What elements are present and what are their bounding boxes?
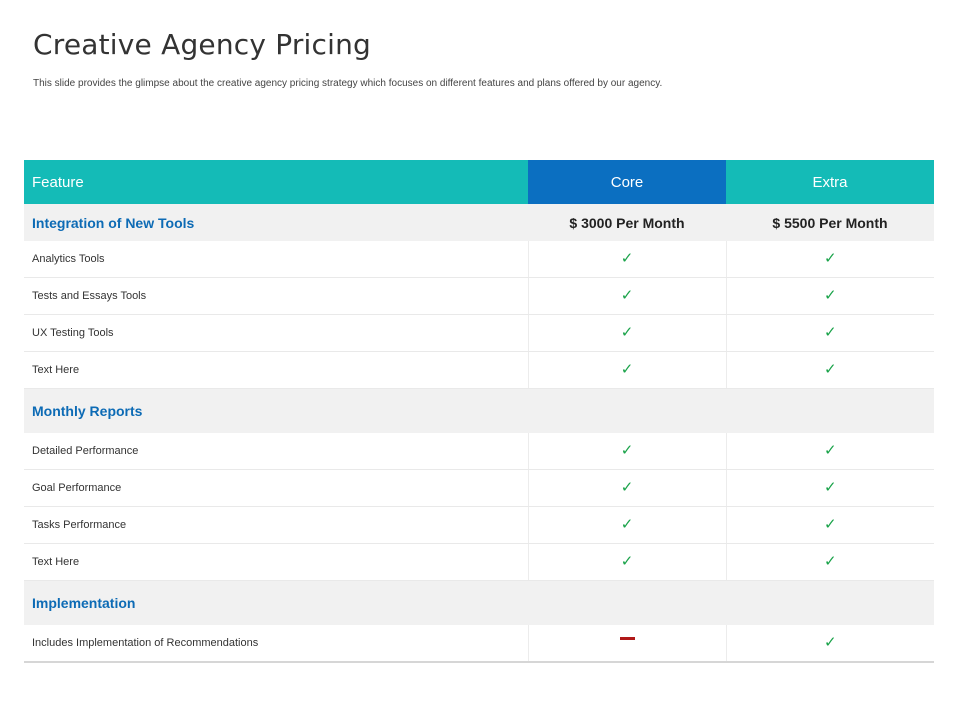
check-icon: ✓ <box>620 360 634 378</box>
extra-availability <box>726 470 934 507</box>
check-icon: ✓ <box>620 441 634 459</box>
dash-icon <box>620 637 635 640</box>
page-title: Creative Agency Pricing <box>33 28 372 61</box>
section-label: Monthly Reports <box>24 389 528 434</box>
feature-label: UX Testing Tools <box>24 315 528 352</box>
table-row <box>24 544 934 581</box>
table-row <box>24 241 934 278</box>
pricing-table-body <box>24 204 934 662</box>
core-availability <box>528 241 726 278</box>
check-icon: ✓ <box>823 478 837 496</box>
check-icon: ✓ <box>620 323 634 341</box>
section-label: Integration of New Tools <box>24 204 528 241</box>
feature-label: Detailed Performance <box>24 433 528 470</box>
check-icon: ✓ <box>620 515 634 533</box>
extra-price <box>726 389 934 434</box>
check-icon: ✓ <box>823 286 837 304</box>
core-availability <box>528 544 726 581</box>
feature-label: Analytics Tools <box>24 241 528 278</box>
check-icon: ✓ <box>823 552 837 570</box>
extra-price <box>726 581 934 626</box>
section-row <box>24 581 934 626</box>
section-label: Implementation <box>24 581 528 626</box>
table-row <box>24 352 934 389</box>
check-icon: ✓ <box>620 552 634 570</box>
extra-availability <box>726 315 934 352</box>
table-row <box>24 625 934 662</box>
header-extra: Extra <box>726 160 934 204</box>
table-row <box>24 470 934 507</box>
extra-availability <box>726 433 934 470</box>
header-feature: Feature <box>24 160 528 204</box>
table-row <box>24 433 934 470</box>
table-row <box>24 315 934 352</box>
table-row <box>24 278 934 315</box>
section-row <box>24 204 934 241</box>
check-icon: ✓ <box>823 323 837 341</box>
check-icon: ✓ <box>620 249 634 267</box>
check-icon: ✓ <box>823 441 837 459</box>
section-row <box>24 389 934 434</box>
feature-label: Text Here <box>24 352 528 389</box>
feature-label: Goal Performance <box>24 470 528 507</box>
extra-availability <box>726 625 934 662</box>
header-core: Core <box>528 160 726 204</box>
check-icon: ✓ <box>620 286 634 304</box>
feature-label: Text Here <box>24 544 528 581</box>
core-price <box>528 581 726 626</box>
core-availability <box>528 470 726 507</box>
page-subtitle: This slide provides the glimpse about the creative agency pricing strategy which focuses on different features and plans offered by our agency. <box>33 78 663 89</box>
extra-price: $ 5500 Per Month <box>726 204 934 241</box>
check-icon: ✓ <box>620 478 634 496</box>
extra-availability <box>726 241 934 278</box>
core-availability <box>528 625 726 662</box>
feature-label: Tests and Essays Tools <box>24 278 528 315</box>
extra-availability <box>726 507 934 544</box>
feature-label: Tasks Performance <box>24 507 528 544</box>
check-icon: ✓ <box>823 515 837 533</box>
core-availability <box>528 315 726 352</box>
extra-availability <box>726 278 934 315</box>
pricing-table <box>24 160 934 663</box>
check-icon: ✓ <box>823 633 837 651</box>
core-price: $ 3000 Per Month <box>528 204 726 241</box>
check-icon: ✓ <box>823 360 837 378</box>
core-availability <box>528 352 726 389</box>
check-icon: ✓ <box>823 249 837 267</box>
core-price <box>528 389 726 434</box>
core-availability <box>528 278 726 315</box>
table-row <box>24 507 934 544</box>
table-header-row <box>24 160 934 204</box>
core-availability <box>528 433 726 470</box>
core-availability <box>528 507 726 544</box>
extra-availability <box>726 352 934 389</box>
feature-label: Includes Implementation of Recommendations <box>24 625 528 662</box>
extra-availability <box>726 544 934 581</box>
